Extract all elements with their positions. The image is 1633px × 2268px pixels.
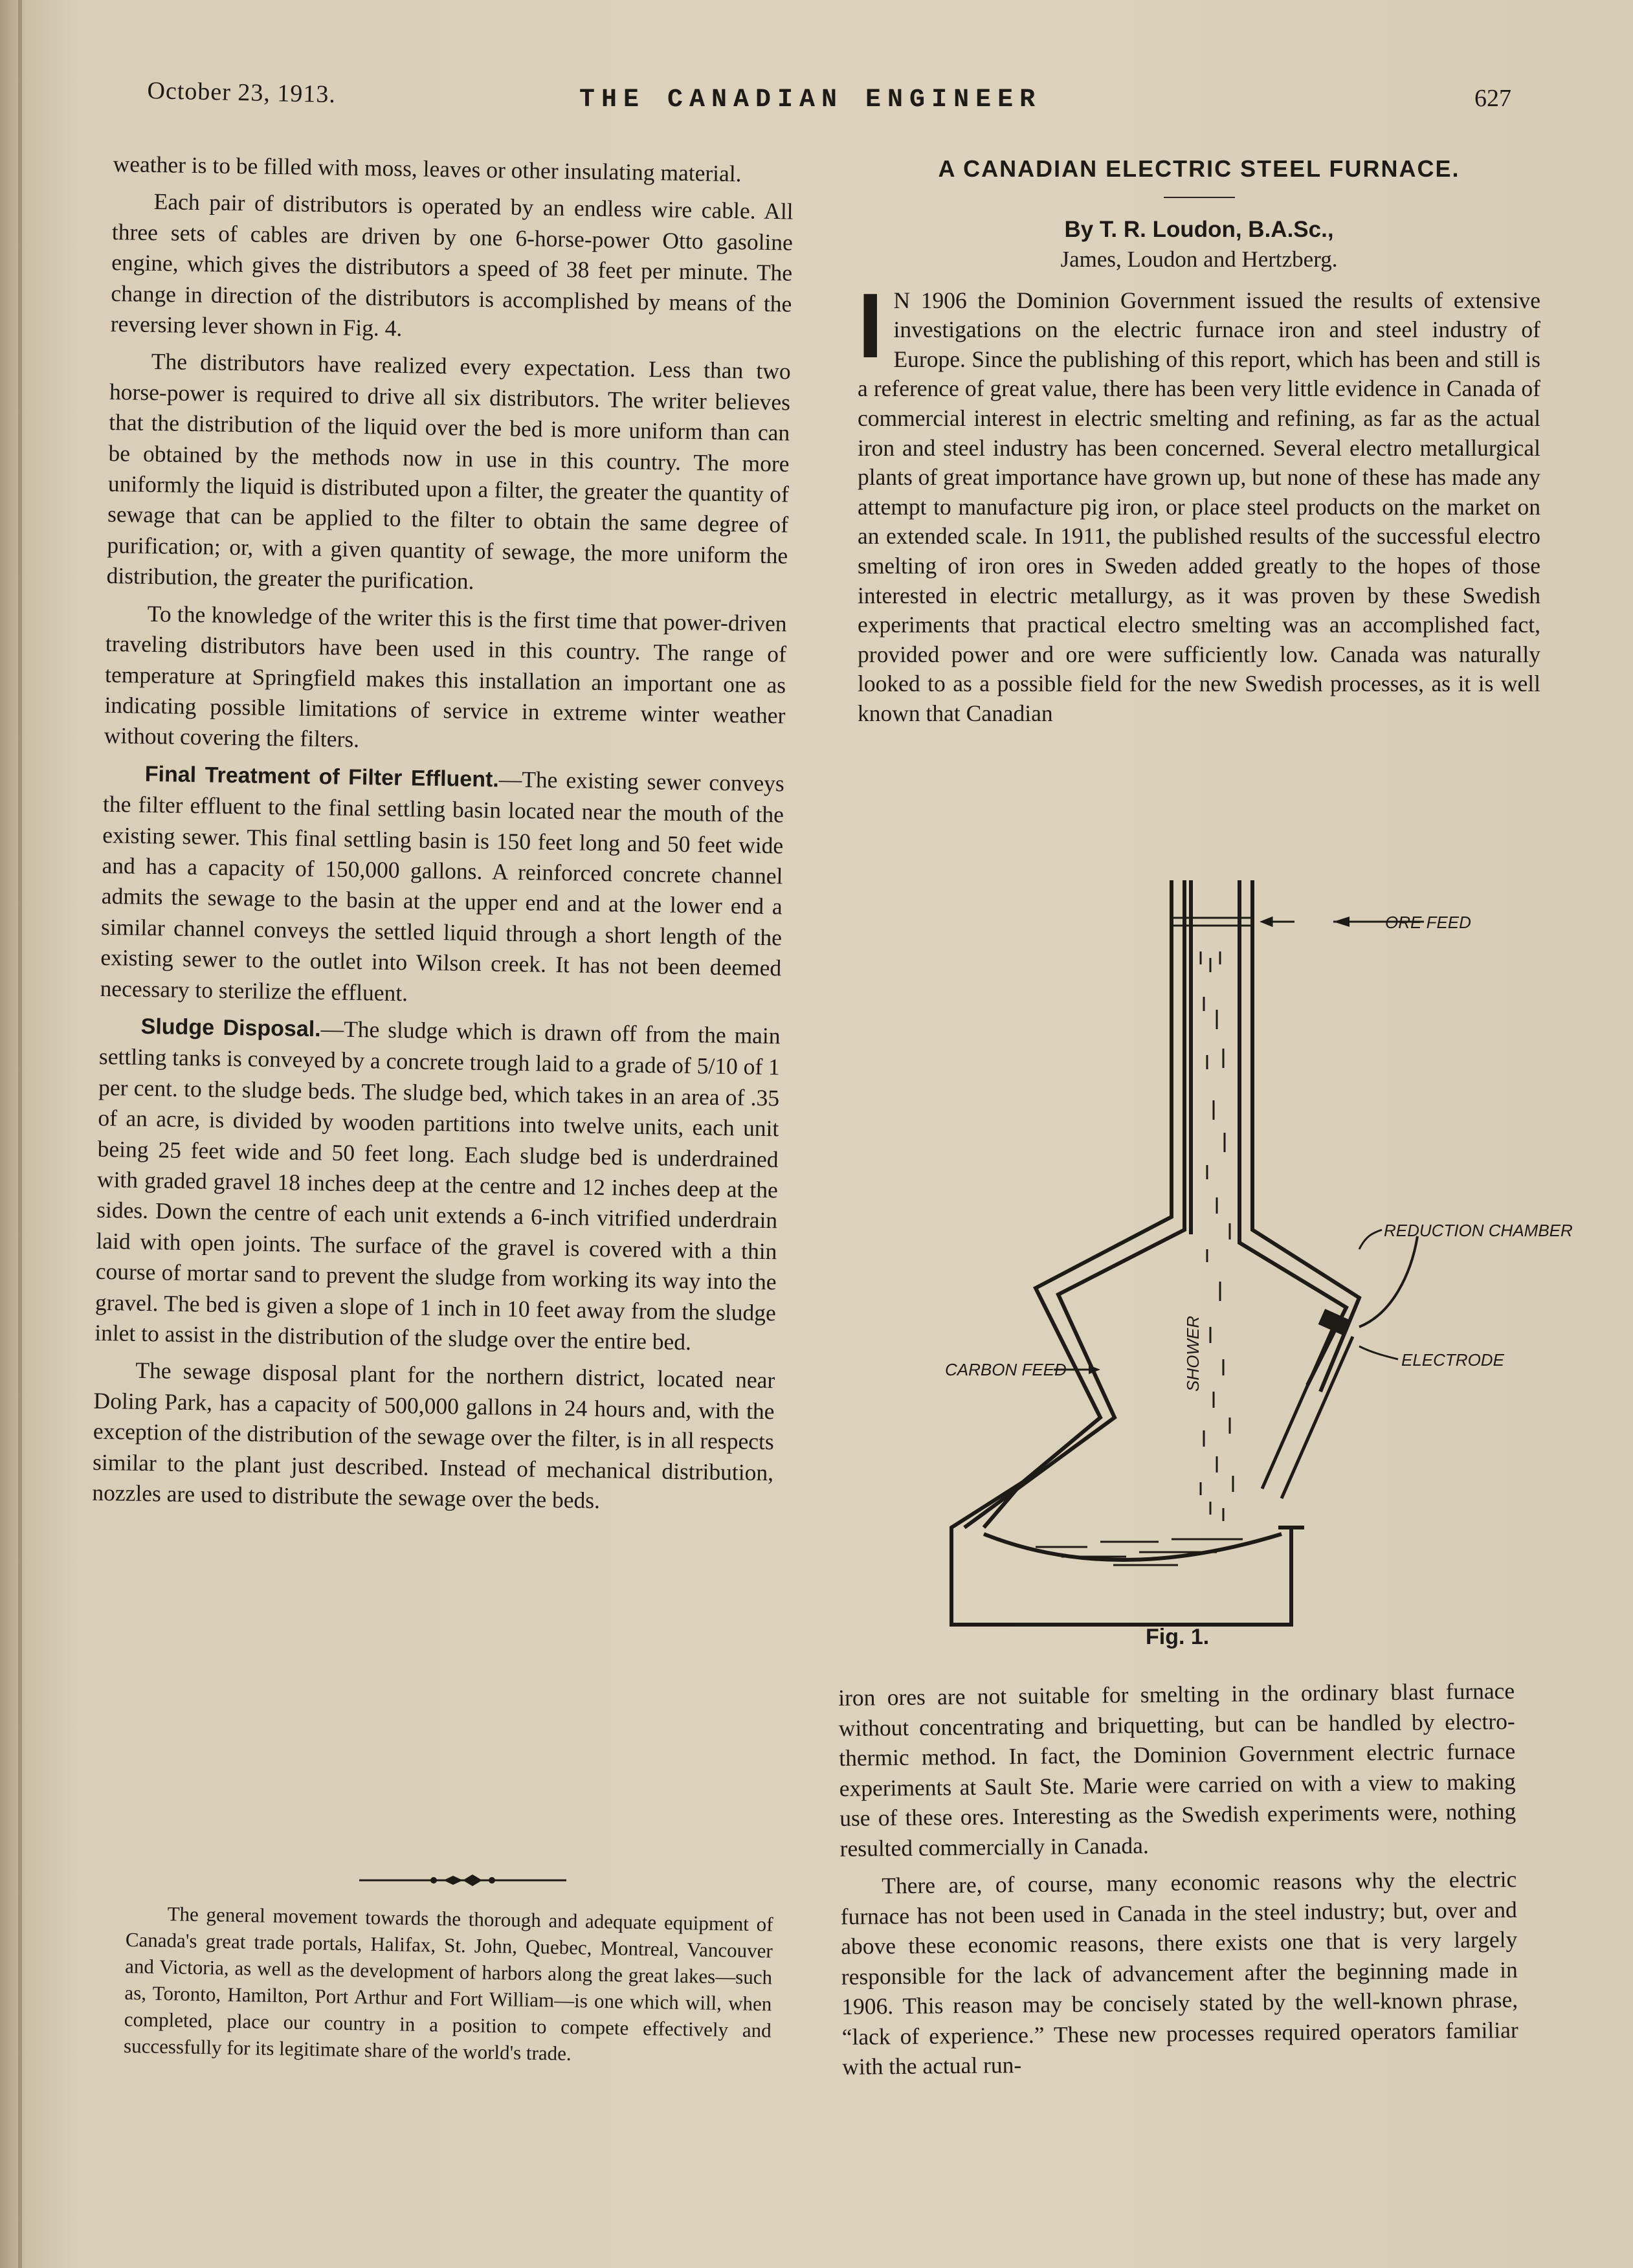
label-shower: SHOWER: [1183, 1316, 1203, 1392]
paragraph: There are, of course, many economic reasons why the electric furnace has not been used in Canada in the steel industry; but, over and above these economic reasons, there exists one that is very largely responsible for the lack of advancement after the beginning made in 1906. This reason may be concisely stated by the well-known phrase, “lack of experience.” These new processes required operators familiar with the actual run-: [840, 1866, 1518, 2080]
page-binding-edge: [18, 0, 22, 2268]
title-rule: [1164, 197, 1235, 198]
label-ore-feed: ORE FEED: [1385, 913, 1471, 932]
paragraph: To the knowledge of the writer this is the first time that power-driven traveling distributors have been used in this country. The range of temperature at Springfield makes this installation an important one as indicating possible limitations of service in extreme winter weather without covering the filters.: [104, 600, 787, 753]
drop-cap: I: [858, 274, 883, 377]
furnace-inner-wall: [964, 880, 1184, 1528]
article-title: A CANADIAN ELECTRIC STEEL FURNACE.: [938, 155, 1460, 182]
paragraph: The sewage disposal plant for the northern district, located near Doling Park, has a capacity of 500,000 gallons in 24 hours and, with the exception of the distribution of the sewage over the filter, is in all respects similar to the plant just described. Instead of mechanical distribution, nozzles are used to distribute the sewage over the beds.: [92, 1357, 775, 1514]
label-electrode: ELECTRODE: [1401, 1350, 1504, 1370]
article-continuation: [838, 1676, 1519, 2089]
left-column: [92, 149, 794, 1526]
shower-particles: [1201, 951, 1233, 1521]
article-byline: By T. R. Loudon, B.A.Sc.,: [1064, 216, 1334, 242]
issue-date: October 23, 1913.: [147, 76, 337, 109]
paragraph-text: —The sludge which is drawn off from the main settling tanks is conveyed by a concrete trough laid to a grade of 5/10 of 1 per cent. to the sludge beds. The sludge bed, which takes in an area of .35 of an acre, is divided by wooden partitions into twelve units, each unit being 25 feet wide and 50 feet long. Each sludge bed is underdrained with graded gravel 18 inches deep at the centre and 12 inches deep at the sides. Down the centre of each unit extends a 6-inch vitrified underdrain laid with open joints. The surface of the gravel is covered with a thin course of mortar sand to prevent the sludge from working its way into the gravel. The bed is given a slope of 1 inch in 10 feet away from the sludge inlet to assist in the distribution of the sludge over the entire bed.: [94, 1016, 781, 1355]
electrode-cable: [1359, 1236, 1417, 1327]
figure-caption: Fig. 1.: [1146, 1625, 1210, 1649]
hearth-basin: [984, 1534, 1282, 1560]
section-head: Final Treatment of Filter Effluent.: [144, 761, 500, 792]
lead-paragraph: N 1906 the Dominion Government issued the results of extensive investigations on the electric furnace iron and steel industry of Europe. Since the publishing of this report, which has been and still is a reference of great value, there has been very little evidence in Canada of commercial interest in electric smelting and refining, as far as the actual iron and steel industry has been concerned. Several electro metallurgical plants of great importance have grown up, but none of these has made any attempt to manufacture pig iron, or place steel products on the market on an extended scale. In 1911, the published results of the successful electro smelting of iron ores in Sweden added greatly to the hopes of those interested in electric metallurgy, as it was proven by these Swedish experiments that practical electro smelting was an accomplished fact, provided power and ore were sufficiently low. Canada was naturally looked to as a possible field for the new Swedish processes, as it is well known that Canadian: [858, 287, 1540, 726]
label-reduction-chamber: REDUCTION CHAMBER: [1384, 1221, 1573, 1240]
journal-title: THE CANADIAN ENGINEER: [579, 85, 1042, 115]
page-number: 627: [1474, 85, 1511, 112]
paragraph-text: —The existing sewer conveys the filter effluent to the final settling basin located near the mouth of the existing sewer. This final settling basin is 150 feet long and 50 feet wide and has a capacity of 150,000 gallons. A reinforced concrete channel admits the sewage to the basin at the upper end and at the lower end a similar channel conveys the settled liquid through a short length of the existing sewer to the outlet into Wilson creek. It has not been deemed necessary to sterilize the effluent.: [100, 766, 785, 1006]
paragraph-sludge-disposal: [94, 1010, 781, 1359]
article-column: [858, 153, 1540, 729]
furnace-diagram: [945, 861, 1573, 1657]
paragraph-final-treatment: [100, 758, 784, 1015]
footnote-box: [124, 1900, 773, 2070]
article-affiliation: James, Loudon and Hertzberg.: [1060, 246, 1338, 272]
paragraph: The distributors have realized every expectation. Less than two horse-power is required to drive all six distributors. The writer believes that the distribution of the liquid over the bed is more uniform than can be obtained by the methods now in use in this country. The more uniformly the liquid is distributed upon a filter, the greater the quantity of sewage that can be applied to the filter to obtain the same degree of purification; or, with a given quantity of sewage, the more uniform the distribution, the greater the purification.: [106, 348, 792, 595]
paragraph: weather is to be filled with moss, leaves or other insulating material.: [113, 150, 742, 187]
label-carbon-feed: CARBON FEED: [945, 1360, 1067, 1379]
section-head: Sludge Disposal.: [140, 1014, 321, 1042]
paragraph: Each pair of distributors is operated by an endless wire cable. All three sets of cables are driven by one 6-horse-power Otto gasoline engine, which gives the distributors a speed of 38 feet per minute. The change in direction of the distributors is accomplished by means of the reversing lever shown in Fig. 4.: [110, 188, 794, 342]
paragraph: iron ores are not suitable for smelting in the ordinary blast furnace without concentrating and briquetting, but can be handled by electro-thermic method. In fact, the Dominion Government electric furnace experiments at Sault Ste. Marie were carried on with a view to making use of these ores. Interesting as the Swedish experiments were, nothing resulted commercially in Canada.: [838, 1678, 1516, 1862]
shaft-right-inner: [1239, 880, 1346, 1385]
article-lead: [858, 274, 1540, 729]
running-header: [0, 76, 1633, 128]
footnote-text: The general movement towards the thorough and adequate equipment of Canada's great trade portals, Halifax, St. John, Quebec, Montreal, Vancouver and Victoria, as well as the development of harbors along the great lakes—such as, Toronto, Hamilton, Port Arthur and Fort William—is one which will, when completed, place our country in a position to compete effectively and successfully for its legitimate share of the world's trade.: [123, 1902, 773, 2065]
ornament-divider: [359, 1871, 566, 1890]
